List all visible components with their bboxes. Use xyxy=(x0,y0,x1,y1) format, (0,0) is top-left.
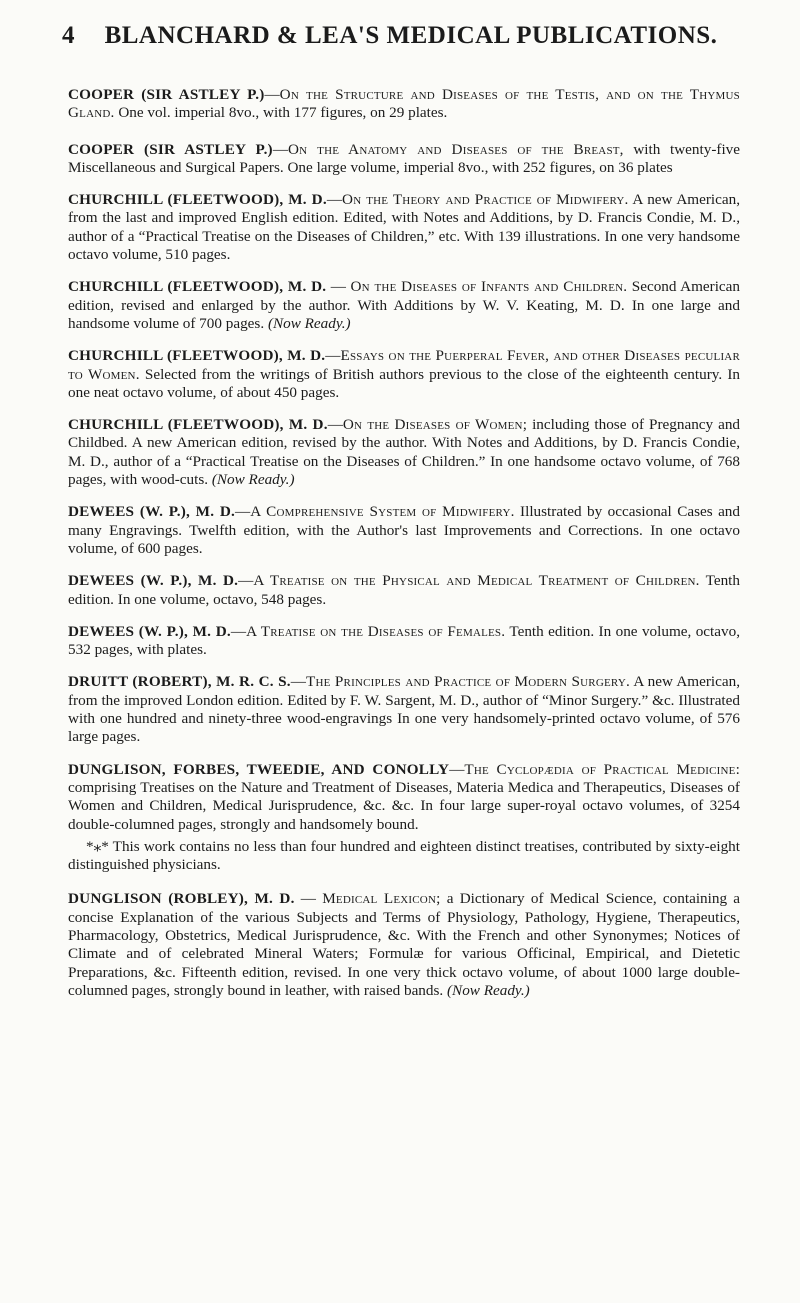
catalogue-entry xyxy=(68,673,740,746)
entry-author: DUNGLISON (ROBLEY), M. D. xyxy=(68,890,295,908)
entry-dash: — xyxy=(294,890,323,908)
entry-availability: (Now Ready.) xyxy=(447,981,530,999)
entry-author: DUNGLISON, FORBES, TWEEDIE, AND CONOLLY xyxy=(68,760,450,778)
entry-title: On the Diseases of Women; xyxy=(342,416,528,434)
catalogue-entry xyxy=(68,347,740,402)
page-number: 4 xyxy=(62,22,75,49)
entry-author: DEWEES (W. P.), M. D. xyxy=(68,572,239,590)
entry-dash: — xyxy=(326,191,343,209)
entry-dash: — xyxy=(264,86,280,103)
catalogue-entry xyxy=(68,278,740,333)
entry-author: DEWEES (W. P.), M. D. xyxy=(68,503,236,521)
entry-title: The Cyclopædia of Practical Medicine: xyxy=(464,760,740,778)
catalogue-entry xyxy=(68,761,740,834)
entry-dash: — xyxy=(326,278,351,296)
entry-description: a Dictionary of Medical Science, containing a concise Explanation of the various Subjects and Terms of Physiology, Pathology, Hygiene, Therapeutics, Pharmacology, Obstetrics, Medical Jurisprudence, &c. With the French and other Synonymes; Notices of Climate and of celebrated Mineral Waters; Formulæ for various Officinal, Empirical, and Dietetic Preparations, &c. Fifteenth edition, revised. In one very thick octavo volume, of about 1000 large double-columned pages, strongly bound in leather, with raised bands. xyxy=(68,890,741,999)
entry-author: CHURCHILL (FLEETWOOD), M. D. xyxy=(68,416,328,434)
entry-title: On the Structure and Diseases of the Testis, and on the Thymus Gland. xyxy=(68,86,741,122)
page-header xyxy=(62,22,740,50)
entry-title: A Treatise on the Diseases of Females. xyxy=(246,622,506,640)
entry-description: comprising Treatises on the Nature and Treatment of Diseases, Materia Medica and Therapeutics, Diseases of Women and Children, Medical Jurisprudence, &c. &c. In four large super-royal octavo volumes, of 3254 double-columned pages, strongly and handsomely bound. xyxy=(68,778,740,833)
entry-description: Selected from the writings of British authors previous to the close of the eighteenth century. In one neat octavo volume, of about 450 pages. xyxy=(68,365,740,401)
catalogue-entry xyxy=(68,191,740,264)
entry-description: A new American, from the last and improved English edition. Edited, with Notes and Additions, by D. Francis Condie, M. D., author of a “Practical Treatise on the Diseases of Children,” etc. With 139 illustrations. In one very handsome octavo volume, 510 pages. xyxy=(68,191,741,264)
entry-author: DRUITT (ROBERT), M. R. C. S. xyxy=(68,673,291,691)
entry-author: CHURCHILL (FLEETWOOD), M. D. xyxy=(68,191,327,209)
entry-title: On the Anatomy and Diseases of the Breast, xyxy=(288,140,624,158)
entry-title: A Comprehensive System of Midwifery. xyxy=(250,503,515,521)
entry-availability: (Now Ready.) xyxy=(267,314,351,332)
entry-dash: — xyxy=(449,760,465,778)
catalogue-entry xyxy=(68,141,740,178)
entry-dash: — xyxy=(238,572,254,590)
entry-description: One vol. imperial 8vo., with 177 figures, on 29 plates. xyxy=(114,104,448,122)
entry-description: with twenty-five Miscellaneous and Surgical Papers. One large volume, imperial 8vo., with 252 figures, on 36 plates xyxy=(68,140,741,176)
entry-author: CHURCHILL (FLEETWOOD), M. D. xyxy=(68,347,326,365)
entry-dash: — xyxy=(230,622,247,640)
catalogue-entry xyxy=(68,503,740,558)
catalogue-entry xyxy=(68,86,740,123)
catalogue-entry xyxy=(68,623,740,660)
entry-description: including those of Pregnancy and Childbed. A new American edition, revised by the author. With Notes and Additions, by D. Francis Condie, M. D., author of a “Practical Treatise on the Diseases of Children.” In one handsome octavo volume, of 768 pages, with wood-cuts. xyxy=(68,416,741,489)
entry-title: On the Theory and Practice of Midwifery. xyxy=(342,191,629,209)
entry-title: The Principles and Practice of Modern Surgery. xyxy=(305,673,630,691)
entry-author: DEWEES (W. P.), M. D. xyxy=(68,622,231,640)
entry-description: Illustrated by occasional Cases and many Engravings. Twelfth edition, with the Author's last Improvements and Corrections. In one octavo volume, of 600 pages. xyxy=(68,503,740,557)
entry-dash: — xyxy=(235,503,251,521)
entry-availability: (Now Ready.) xyxy=(211,471,295,489)
page-title: BLANCHARD & LEA'S MEDICAL PUBLICATIONS. xyxy=(104,22,718,49)
catalogue-entry xyxy=(68,572,740,609)
entry-title: Medical Lexicon; xyxy=(322,890,441,908)
entry-title: A Treatise on the Physical and Medical Treatment of Children. xyxy=(253,572,700,590)
entry-author: CHURCHILL (FLEETWOOD), M. D. xyxy=(68,278,327,296)
entry-dash: — xyxy=(327,416,343,434)
entry-title: On the Diseases of Infants and Children. xyxy=(350,278,628,296)
entry-description: Second American edition, revised and enlarged by the author. With Additions by W. V. Keating, M. D. In one large and handsome volume of 700 pages. xyxy=(68,278,741,332)
cyclopaedia-note: *⁎* This work contains no less than four hundred and eighteen distinct treatises, contributed by sixty-eight distinguished physicians. xyxy=(68,837,740,874)
entry-description: A new American, from the improved London edition. Edited by F. W. Sargent, M. D., author of “Minor Surgery.” &c. Illustrated with one hundred and ninety-three wood-engravings In one very handsomely-printed octavo volume, of 576 large pages. xyxy=(68,673,740,746)
entry-description: Tenth edition. In one volume, octavo, 532 pages, with plates. xyxy=(68,622,740,659)
entry-dash: — xyxy=(290,673,306,691)
catalogue-entry xyxy=(68,416,740,489)
entry-dash: — xyxy=(325,347,341,365)
entry-list xyxy=(68,86,740,1014)
entry-author: COOPER (SIR ASTLEY P.) xyxy=(68,86,265,103)
entry-dash: — xyxy=(272,140,289,158)
entry-title: Essays on the Puerperal Fever, and other Diseases peculiar to Women. xyxy=(68,347,740,383)
entry-author: COOPER (SIR ASTLEY P.) xyxy=(68,140,273,158)
entry-description: Tenth edition. In one volume, octavo, 548 pages. xyxy=(68,572,740,608)
catalogue-entry xyxy=(68,890,740,1000)
